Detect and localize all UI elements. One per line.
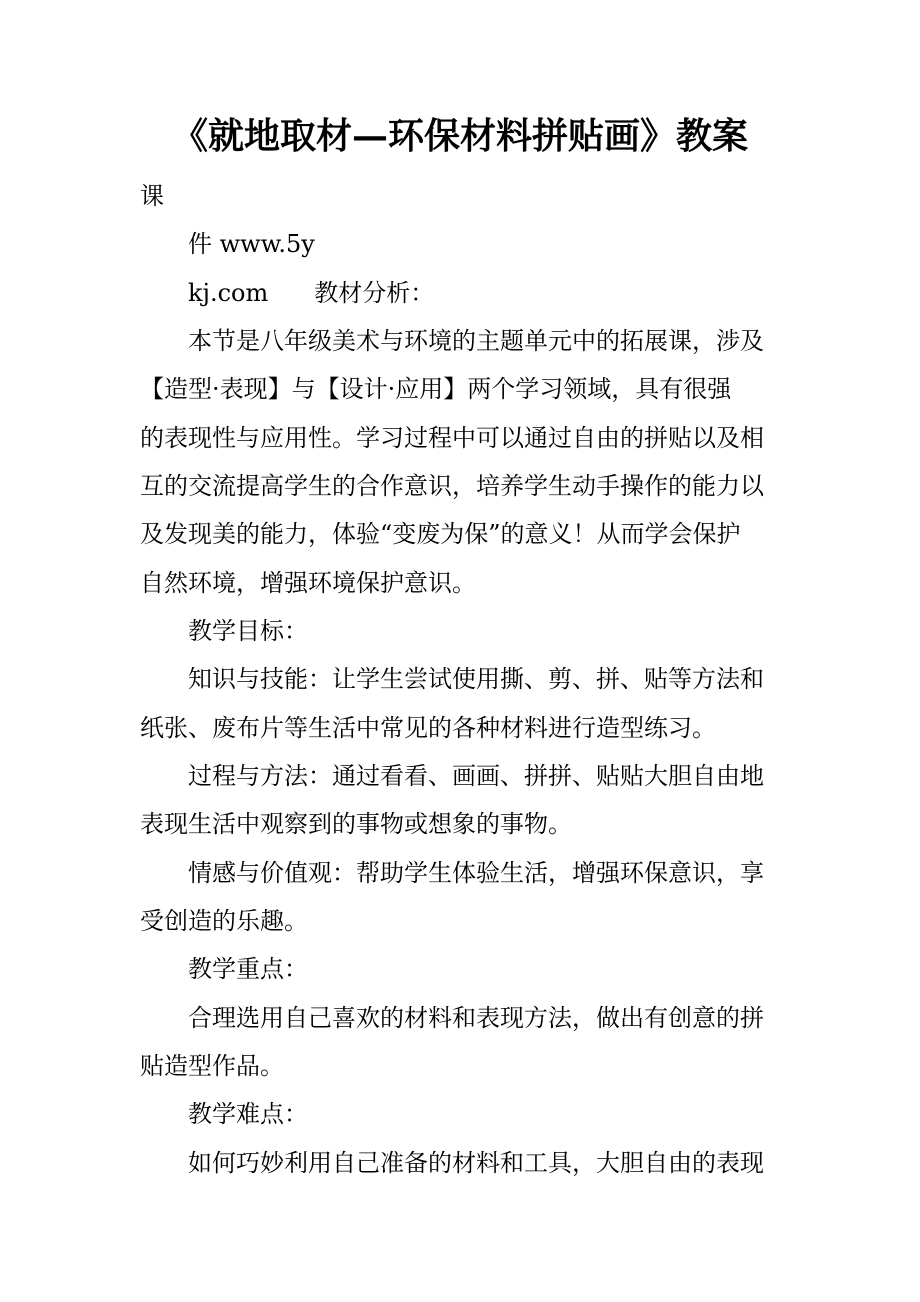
text-line: 知识与技能：让学生尝试使用撕、剪、拼、贴等方法和 (188, 665, 764, 693)
text-line: 互的交流提高学生的合作意识，培养学生动手操作的能力以 (140, 472, 764, 500)
text-fragment: kj.com (188, 279, 269, 307)
text-line-group (188, 277, 788, 309)
text-line: 的表现性与应用性。学习过程中可以通过自由的拼贴以及相 (140, 424, 764, 452)
text-line: 情感与价值观：帮助学生体验生活，增强环保意识，享 (188, 859, 764, 887)
section-heading: 教学目标： (188, 617, 308, 645)
section-heading: 教学难点： (188, 1100, 308, 1128)
text-line: 本节是八年级美术与环境的主题单元中的拓展课，涉及 (188, 327, 764, 355)
section-heading: 教学重点： (188, 955, 308, 983)
text-line: 纸张、废布片等生活中常见的各种材料进行造型练习。 (140, 714, 716, 742)
document-title: 《就地取材—环保材料拼贴画》教案 (171, 115, 748, 157)
text-line: 自然环境，增强环境保护意识。 (140, 569, 476, 597)
text-line: 及发现美的能力，体验“变废为保”的意义！从而学会保护 (140, 520, 741, 548)
text-line: 【造型·表现】与【设计·应用】两个学习领域，具有很强 (140, 375, 732, 403)
text-line: 合理选用自己喜欢的材料和表现方法，做出有创意的拼 (188, 1004, 764, 1032)
text-line: 如何巧妙利用自己准备的材料和工具，大胆自由的表现 (188, 1149, 764, 1177)
text-line: 贴造型作品。 (140, 1052, 284, 1080)
section-heading: 教材分析： (314, 279, 435, 307)
text-line: 表现生活中观察到的事物或想象的事物。 (140, 810, 572, 838)
text-line: 受创造的乐趣。 (140, 907, 308, 935)
text-line: 课 (140, 182, 164, 210)
text-line: 过程与方法：通过看看、画画、拼拼、贴贴大胆自由地 (188, 762, 764, 790)
text-line: 件 www.5y (188, 230, 315, 258)
